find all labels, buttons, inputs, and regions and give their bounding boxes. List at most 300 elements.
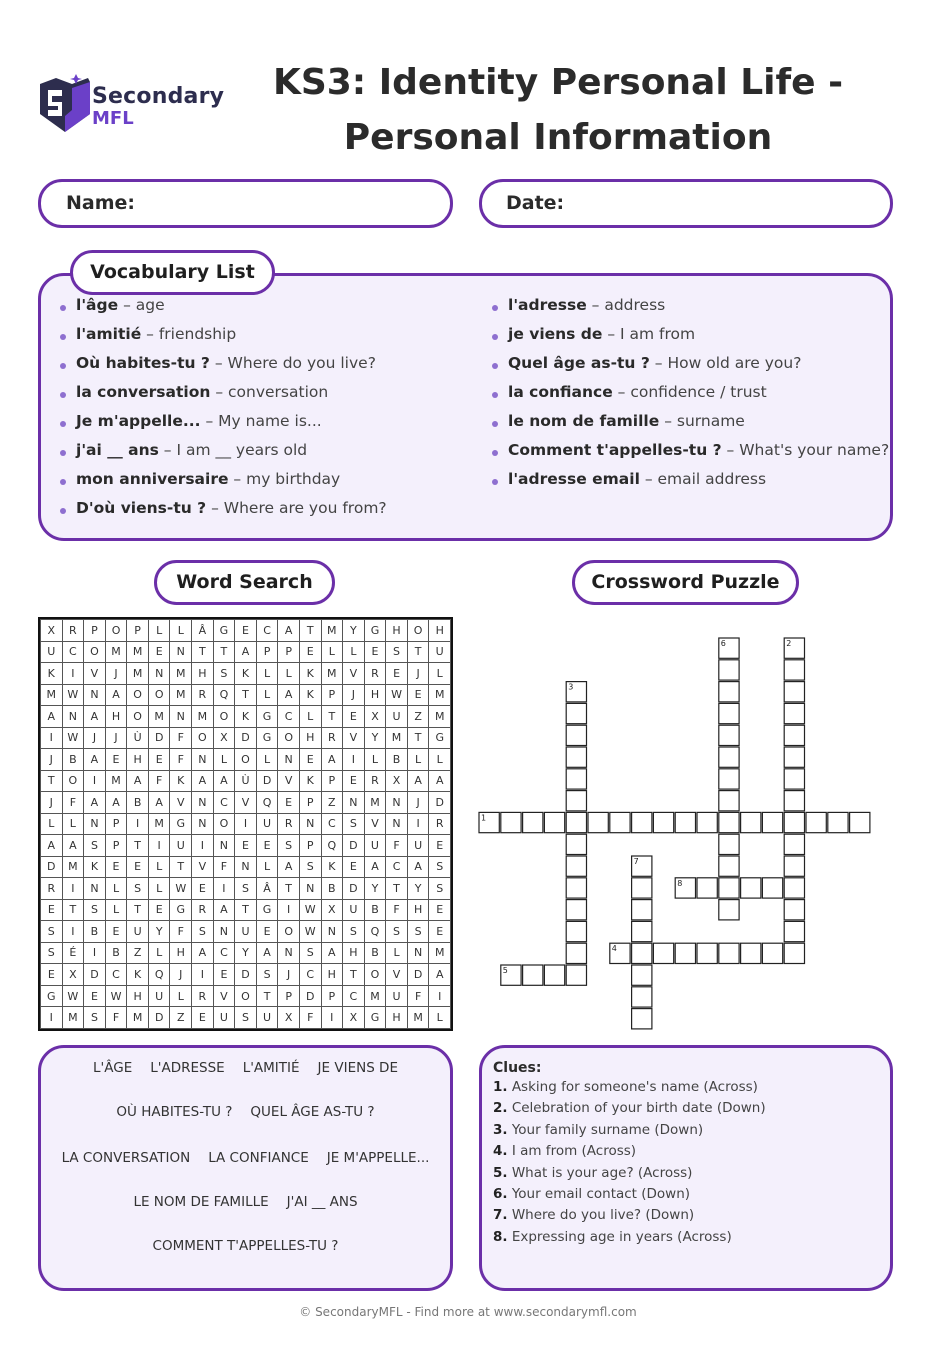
word-search-cell[interactable]: L [256, 749, 278, 771]
crossword-cell[interactable] [566, 878, 586, 898]
crossword-cell[interactable] [523, 965, 543, 985]
word-search-cell[interactable]: E [148, 641, 170, 663]
word-search-cell[interactable]: N [192, 749, 214, 771]
word-search-cell[interactable]: M [105, 770, 127, 792]
word-search-cell[interactable]: U [407, 835, 429, 857]
word-search-cell[interactable]: E [407, 684, 429, 706]
word-search-cell[interactable]: A [84, 706, 106, 728]
word-search-cell[interactable]: Q [148, 964, 170, 986]
crossword-cell[interactable] [632, 921, 652, 941]
word-search-cell[interactable]: B [62, 749, 84, 771]
word-search-cell[interactable]: E [299, 641, 321, 663]
word-search-cell[interactable]: R [62, 620, 84, 642]
crossword-cell[interactable] [588, 812, 608, 832]
word-search-cell[interactable]: N [278, 942, 300, 964]
word-search-cell[interactable]: I [127, 813, 149, 835]
word-search-cell[interactable]: F [386, 835, 408, 857]
word-search-cell[interactable]: N [235, 856, 257, 878]
word-search-cell[interactable]: G [364, 620, 386, 642]
word-search-cell[interactable]: T [299, 620, 321, 642]
word-search-cell[interactable]: M [148, 813, 170, 835]
word-search-cell[interactable]: W [62, 684, 84, 706]
word-search-cell[interactable]: E [364, 641, 386, 663]
word-search-cell[interactable]: U [41, 641, 63, 663]
word-search-cell[interactable]: R [321, 727, 343, 749]
word-search-cell[interactable]: S [41, 942, 63, 964]
word-search-cell[interactable]: H [321, 964, 343, 986]
crossword-cell[interactable] [566, 943, 586, 963]
word-search-cell[interactable]: N [407, 942, 429, 964]
crossword-cell[interactable] [719, 943, 739, 963]
word-search-cell[interactable]: S [41, 921, 63, 943]
word-search-cell[interactable]: Y [364, 727, 386, 749]
word-search-cell[interactable]: J [407, 792, 429, 814]
word-search-cell[interactable]: V [278, 770, 300, 792]
word-search-cell[interactable]: P [256, 641, 278, 663]
word-search-cell[interactable]: Q [364, 921, 386, 943]
word-search-cell[interactable]: M [407, 1007, 429, 1029]
word-search-cell[interactable]: S [235, 1007, 257, 1029]
word-search-cell[interactable]: S [299, 856, 321, 878]
word-search-cell[interactable]: M [429, 942, 451, 964]
word-search-cell[interactable]: H [105, 706, 127, 728]
word-search-cell[interactable]: E [343, 770, 365, 792]
word-search-cell[interactable]: K [127, 964, 149, 986]
word-search-cell[interactable]: L [343, 641, 365, 663]
word-search-cell[interactable]: L [148, 620, 170, 642]
word-search-cell[interactable]: O [84, 641, 106, 663]
word-search-cell[interactable]: U [343, 899, 365, 921]
crossword-cell[interactable] [719, 856, 739, 876]
word-search-cell[interactable]: K [299, 770, 321, 792]
word-search-cell[interactable]: Q [256, 792, 278, 814]
word-search-cell[interactable]: W [62, 727, 84, 749]
word-search-cell[interactable]: C [321, 813, 343, 835]
word-search-cell[interactable]: N [299, 813, 321, 835]
word-search-cell[interactable]: Q [321, 835, 343, 857]
word-search-cell[interactable]: O [62, 770, 84, 792]
word-search-cell[interactable]: I [41, 1007, 63, 1029]
word-search-cell[interactable]: D [343, 878, 365, 900]
word-search-cell[interactable]: T [407, 727, 429, 749]
word-search-cell[interactable]: U [256, 813, 278, 835]
word-search-cell[interactable]: P [127, 620, 149, 642]
word-search-cell[interactable]: E [429, 899, 451, 921]
crossword-cell[interactable] [784, 878, 804, 898]
word-search-cell[interactable]: K [235, 663, 257, 685]
word-search-cell[interactable]: M [364, 985, 386, 1007]
word-search-cell[interactable]: S [127, 878, 149, 900]
crossword-cell[interactable] [719, 812, 739, 832]
word-search-cell[interactable]: S [429, 856, 451, 878]
word-search-cell[interactable]: I [62, 921, 84, 943]
word-search-cell[interactable]: L [407, 749, 429, 771]
word-search-cell[interactable]: A [429, 770, 451, 792]
crossword-cell[interactable] [784, 834, 804, 854]
word-search-cell[interactable]: T [386, 878, 408, 900]
crossword-cell[interactable] [719, 660, 739, 680]
word-search-cell[interactable]: Â [192, 620, 214, 642]
word-search-cell[interactable]: V [386, 964, 408, 986]
word-search-cell[interactable]: P [321, 985, 343, 1007]
crossword-cell[interactable] [784, 900, 804, 920]
word-search-cell[interactable]: M [429, 706, 451, 728]
word-search-cell[interactable]: A [429, 964, 451, 986]
crossword-cell[interactable] [632, 878, 652, 898]
crossword-cell[interactable] [653, 943, 673, 963]
word-search-cell[interactable]: R [192, 684, 214, 706]
word-search-cell[interactable]: Ù [127, 727, 149, 749]
word-search-cell[interactable]: W [299, 921, 321, 943]
word-search-cell[interactable]: D [84, 964, 106, 986]
word-search-cell[interactable]: M [127, 663, 149, 685]
word-search-cell[interactable]: C [213, 792, 235, 814]
word-search-cell[interactable]: S [213, 663, 235, 685]
word-search-cell[interactable]: C [386, 856, 408, 878]
word-search-cell[interactable]: D [429, 792, 451, 814]
word-search-cell[interactable]: H [299, 727, 321, 749]
word-search-cell[interactable]: A [62, 835, 84, 857]
crossword-cell[interactable] [719, 900, 739, 920]
word-search-cell[interactable]: H [192, 663, 214, 685]
word-search-cell[interactable]: E [278, 792, 300, 814]
word-search-cell[interactable]: I [278, 899, 300, 921]
word-search-cell[interactable]: B [105, 942, 127, 964]
word-search-cell[interactable]: D [407, 964, 429, 986]
word-search-cell[interactable]: M [192, 706, 214, 728]
word-search-cell[interactable]: O [235, 985, 257, 1007]
word-search-cell[interactable]: L [256, 663, 278, 685]
word-search-cell[interactable]: T [127, 899, 149, 921]
word-search-cell[interactable]: D [343, 835, 365, 857]
word-search-cell[interactable]: C [213, 942, 235, 964]
word-search-cell[interactable]: V [170, 792, 192, 814]
word-search-cell[interactable]: A [84, 792, 106, 814]
word-search-cell[interactable]: M [321, 620, 343, 642]
word-search-cell[interactable]: R [364, 770, 386, 792]
word-search-cell[interactable]: N [84, 813, 106, 835]
word-search-cell[interactable]: H [127, 749, 149, 771]
word-search-cell[interactable]: F [62, 792, 84, 814]
word-search-cell[interactable]: T [127, 835, 149, 857]
word-search-cell[interactable]: O [127, 684, 149, 706]
crossword-cell[interactable] [784, 725, 804, 745]
word-search-cell[interactable]: P [278, 985, 300, 1007]
word-search-cell[interactable]: F [148, 770, 170, 792]
word-search-cell[interactable]: O [235, 749, 257, 771]
word-search-cell[interactable]: S [256, 964, 278, 986]
crossword-cell[interactable] [784, 921, 804, 941]
crossword-cell[interactable] [762, 878, 782, 898]
crossword-cell[interactable] [784, 747, 804, 767]
word-search-cell[interactable]: J [105, 663, 127, 685]
word-search-cell[interactable]: E [235, 835, 257, 857]
word-search-cell[interactable]: K [84, 856, 106, 878]
crossword-cell[interactable] [566, 856, 586, 876]
crossword-cell[interactable] [697, 878, 717, 898]
word-search-cell[interactable]: Z [170, 1007, 192, 1029]
word-search-cell[interactable]: G [213, 620, 235, 642]
crossword-cell[interactable] [784, 791, 804, 811]
crossword-cell[interactable] [784, 703, 804, 723]
crossword-cell[interactable] [653, 812, 673, 832]
word-search-cell[interactable]: I [321, 1007, 343, 1029]
word-search-cell[interactable]: O [364, 964, 386, 986]
word-search-cell[interactable]: R [41, 878, 63, 900]
word-search-cell[interactable]: A [148, 792, 170, 814]
word-search-cell[interactable]: D [235, 727, 257, 749]
word-search-cell[interactable]: W [386, 684, 408, 706]
word-search-cell[interactable]: R [364, 663, 386, 685]
word-search-cell[interactable]: J [343, 684, 365, 706]
crossword-cell[interactable] [784, 856, 804, 876]
word-search-cell[interactable]: L [105, 878, 127, 900]
word-search-cell[interactable]: O [407, 620, 429, 642]
crossword-cell[interactable] [675, 943, 695, 963]
word-search-cell[interactable]: S [386, 641, 408, 663]
word-search-cell[interactable]: T [343, 964, 365, 986]
word-search-cell[interactable]: L [256, 856, 278, 878]
word-search-cell[interactable]: L [364, 749, 386, 771]
word-search-cell[interactable]: S [278, 835, 300, 857]
word-search-cell[interactable]: F [170, 749, 192, 771]
word-search-cell[interactable]: B [127, 792, 149, 814]
word-search-cell[interactable]: L [148, 856, 170, 878]
word-search-cell[interactable]: F [170, 921, 192, 943]
word-search-cell[interactable]: M [321, 663, 343, 685]
word-search-cell[interactable]: O [213, 706, 235, 728]
word-search-cell[interactable]: W [105, 985, 127, 1007]
crossword-cell[interactable] [741, 943, 761, 963]
crossword-cell[interactable] [632, 987, 652, 1007]
word-search-cell[interactable]: Q [213, 684, 235, 706]
word-search-cell[interactable]: E [256, 835, 278, 857]
word-search-cell[interactable]: P [278, 641, 300, 663]
word-search-cell[interactable]: A [321, 942, 343, 964]
word-search-cell[interactable]: R [429, 813, 451, 835]
word-search-cell[interactable]: N [343, 792, 365, 814]
word-search-cell[interactable]: L [148, 878, 170, 900]
word-search-cell[interactable]: A [321, 749, 343, 771]
word-search-cell[interactable]: G [256, 727, 278, 749]
crossword-cell[interactable] [566, 965, 586, 985]
word-search-cell[interactable]: D [235, 964, 257, 986]
word-search-cell[interactable]: I [84, 942, 106, 964]
crossword-cell[interactable] [719, 834, 739, 854]
word-search-cell[interactable]: N [148, 663, 170, 685]
word-search-cell[interactable]: T [41, 770, 63, 792]
word-search-cell[interactable]: E [429, 921, 451, 943]
word-search-cell[interactable]: P [105, 813, 127, 835]
word-search-cell[interactable]: F [213, 856, 235, 878]
crossword-cell[interactable] [828, 812, 848, 832]
word-search-cell[interactable]: W [299, 899, 321, 921]
word-search-cell[interactable]: H [386, 1007, 408, 1029]
word-search-cell[interactable]: S [407, 921, 429, 943]
word-search-cell[interactable]: H [343, 942, 365, 964]
word-search-cell[interactable]: U [429, 641, 451, 663]
word-search-cell[interactable]: K [235, 706, 257, 728]
crossword-cell[interactable] [632, 812, 652, 832]
word-search-cell[interactable]: L [299, 706, 321, 728]
word-search-cell[interactable]: H [407, 899, 429, 921]
word-search-cell[interactable]: C [256, 620, 278, 642]
word-search-cell[interactable]: N [278, 749, 300, 771]
word-search-cell[interactable]: H [170, 942, 192, 964]
word-search-cell[interactable]: C [62, 641, 84, 663]
word-search-cell[interactable]: P [299, 792, 321, 814]
word-search-cell[interactable]: N [192, 813, 214, 835]
word-search-cell[interactable]: C [105, 964, 127, 986]
word-search-cell[interactable]: E [148, 899, 170, 921]
word-search-cell[interactable]: E [41, 964, 63, 986]
word-search-cell[interactable]: F [170, 727, 192, 749]
word-search-cell[interactable]: I [41, 727, 63, 749]
word-search-cell[interactable]: Z [127, 942, 149, 964]
crossword-cell[interactable] [784, 812, 804, 832]
word-search-cell[interactable]: M [127, 641, 149, 663]
word-search-cell[interactable]: X [343, 1007, 365, 1029]
word-search-cell[interactable]: Z [321, 792, 343, 814]
word-search-cell[interactable]: E [41, 899, 63, 921]
word-search-cell[interactable]: A [256, 942, 278, 964]
word-search-cell[interactable]: J [170, 964, 192, 986]
word-search-cell[interactable]: X [364, 706, 386, 728]
word-search-cell[interactable]: H [429, 620, 451, 642]
crossword-cell[interactable] [806, 812, 826, 832]
word-search-cell[interactable]: L [321, 641, 343, 663]
word-search-cell[interactable]: A [407, 856, 429, 878]
word-search-cell[interactable]: L [170, 620, 192, 642]
word-search-cell[interactable]: P [299, 835, 321, 857]
crossword-cell[interactable] [632, 965, 652, 985]
crossword-cell[interactable] [697, 812, 717, 832]
crossword-cell[interactable] [784, 682, 804, 702]
crossword-cell[interactable] [784, 943, 804, 963]
word-search-cell[interactable]: J [41, 749, 63, 771]
word-search-cell[interactable]: H [364, 684, 386, 706]
crossword-cell[interactable] [762, 812, 782, 832]
word-search-cell[interactable]: L [213, 749, 235, 771]
word-search-cell[interactable]: H [127, 985, 149, 1007]
word-search-cell[interactable]: E [343, 856, 365, 878]
word-search-cell[interactable]: O [278, 921, 300, 943]
word-search-cell[interactable]: L [429, 1007, 451, 1029]
word-search-cell[interactable]: T [256, 985, 278, 1007]
word-search-cell[interactable]: C [299, 964, 321, 986]
word-search-cell[interactable]: T [278, 878, 300, 900]
crossword-cell[interactable] [523, 812, 543, 832]
word-search-cell[interactable]: B [84, 921, 106, 943]
word-search-cell[interactable]: T [235, 684, 257, 706]
crossword-cell[interactable] [566, 834, 586, 854]
word-search-cell[interactable]: A [407, 770, 429, 792]
word-search-cell[interactable]: K [41, 663, 63, 685]
word-search-cell[interactable]: L [386, 942, 408, 964]
word-search-cell[interactable]: E [299, 749, 321, 771]
word-search-cell[interactable]: I [62, 663, 84, 685]
word-search-cell[interactable]: O [105, 620, 127, 642]
word-search-cell[interactable]: F [386, 899, 408, 921]
word-search-cell[interactable]: A [41, 706, 63, 728]
crossword-cell[interactable] [719, 703, 739, 723]
crossword-cell[interactable] [566, 812, 586, 832]
word-search-cell[interactable]: É [62, 942, 84, 964]
word-search-cell[interactable]: V [343, 727, 365, 749]
word-search-cell[interactable]: T [170, 856, 192, 878]
word-search-cell[interactable]: N [170, 706, 192, 728]
crossword-cell[interactable] [675, 812, 695, 832]
word-search-cell[interactable]: N [213, 921, 235, 943]
word-search-cell[interactable]: U [127, 921, 149, 943]
word-search-cell[interactable]: V [84, 663, 106, 685]
word-search-cell[interactable]: Â [256, 878, 278, 900]
word-search-cell[interactable]: F [299, 1007, 321, 1029]
word-search-cell[interactable]: E [429, 835, 451, 857]
word-search-cell[interactable]: I [343, 749, 365, 771]
word-search-cell[interactable]: T [62, 899, 84, 921]
word-search-cell[interactable]: A [278, 856, 300, 878]
word-search-cell[interactable]: E [192, 1007, 214, 1029]
word-search-cell[interactable]: E [105, 856, 127, 878]
word-search-cell[interactable]: U [386, 985, 408, 1007]
word-search-cell[interactable]: R [192, 985, 214, 1007]
word-search-cell[interactable]: O [192, 727, 214, 749]
crossword-cell[interactable] [719, 791, 739, 811]
word-search-cell[interactable]: K [299, 684, 321, 706]
word-search-cell[interactable]: E [343, 706, 365, 728]
word-search-cell[interactable]: J [105, 727, 127, 749]
word-search-cell[interactable]: G [256, 706, 278, 728]
word-search-cell[interactable]: L [105, 899, 127, 921]
word-search-cell[interactable]: E [192, 878, 214, 900]
word-search-cell[interactable]: C [343, 985, 365, 1007]
word-search-cell[interactable]: G [364, 1007, 386, 1029]
word-search-cell[interactable]: V [192, 856, 214, 878]
word-search-cell[interactable]: A [213, 899, 235, 921]
crossword-cell[interactable] [566, 769, 586, 789]
word-search-cell[interactable]: J [41, 792, 63, 814]
word-search-cell[interactable]: M [41, 684, 63, 706]
word-search-cell[interactable]: G [256, 899, 278, 921]
word-search-cell[interactable]: I [429, 985, 451, 1007]
word-search-cell[interactable]: X [321, 899, 343, 921]
word-search-cell[interactable]: H [386, 620, 408, 642]
word-search-cell[interactable]: L [170, 985, 192, 1007]
word-search-cell[interactable]: D [41, 856, 63, 878]
word-search-cell[interactable]: E [105, 921, 127, 943]
word-search-cell[interactable]: G [170, 899, 192, 921]
word-search-cell[interactable]: R [278, 813, 300, 835]
word-search-cell[interactable]: L [429, 663, 451, 685]
word-search-cell[interactable]: E [235, 620, 257, 642]
crossword-cell[interactable] [632, 943, 652, 963]
word-search-cell[interactable]: A [235, 641, 257, 663]
word-search-cell[interactable]: M [386, 727, 408, 749]
crossword-cell[interactable] [632, 900, 652, 920]
word-search-cell[interactable]: J [407, 663, 429, 685]
crossword-cell[interactable] [741, 878, 761, 898]
word-search-cell[interactable]: J [84, 727, 106, 749]
word-search-cell[interactable]: N [170, 641, 192, 663]
word-search-cell[interactable]: N [213, 835, 235, 857]
crossword-cell[interactable] [566, 921, 586, 941]
word-search-cell[interactable]: P [321, 684, 343, 706]
word-search-cell[interactable]: N [84, 878, 106, 900]
crossword-cell[interactable] [741, 812, 761, 832]
word-search-cell[interactable]: S [343, 921, 365, 943]
crossword-cell[interactable] [566, 900, 586, 920]
